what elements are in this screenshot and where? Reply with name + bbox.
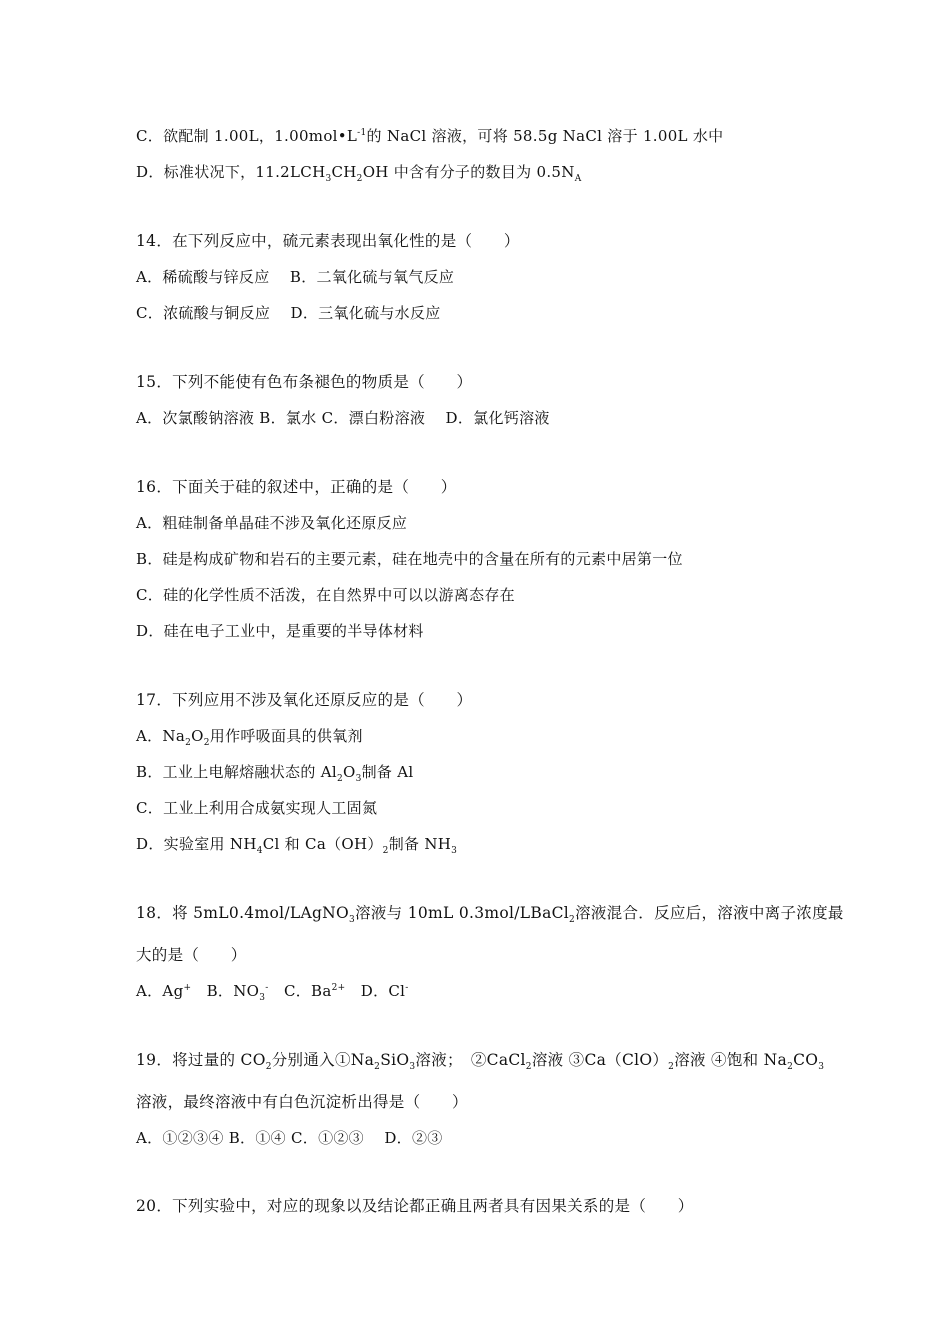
q14-options-ab: A．稀硫酸与锌反应 B．二氧化硫与氧气反应 (136, 268, 455, 286)
q16-option-b: B．硅是构成矿物和岩石的主要元素，硅在地壳中的含量在所有的元素中居第一位 (136, 550, 683, 568)
q19-stem: 19．将过量的 $CO_2$分别通入$①Na_2SiO_3$溶液； ②CaCl$_2$溶液 $③Ca(ClO)_2$溶液 ④饱和 $Na_2CO_3$ (136, 1051, 825, 1073)
q16-option-d: D．硅在电子工业中，是重要的半导体材料 (136, 622, 424, 640)
q17-option-a: A．$Na_2O_2$用作呼吸面具的供氧剂 (136, 727, 363, 748)
q18-stem: 18．将 5mL0.4mol/LAgNO$_3$溶液与 10mL 0.3mol/LBaCl$_2$溶液混合．反应后，溶液中离子浓度最 (136, 904, 844, 926)
q16-option-c: C．硅的化学性质不活泼，在自然界中可以以游离态存在 (136, 586, 515, 604)
q17-option-d: D．实验室用 $NH_4Cl$ 和 $Ca(OH)_2$制备 $NH_3$ (136, 835, 458, 856)
q19-stem-continued: 溶液，最终溶液中有白色沉淀析出得是（ ） (136, 1093, 468, 1111)
q14-stem: 14．在下列反应中，硫元素表现出氧化性的是（ ） (136, 232, 520, 250)
q15-stem: 15．下列不能使有色布条褪色的物质是（ ） (136, 373, 473, 391)
q17-option-c: C．工业上利用合成氨实现人工固氮 (136, 799, 378, 817)
q16-option-a: A．粗硅制备单晶硅不涉及氧化还原反应 (136, 514, 408, 532)
q13-option-d: D．标准状况下，$11.2LCH_3CH_2OH$ 中含有分子的数目为 $0.5N_A$ (136, 163, 582, 184)
q14-options-cd: C．浓硫酸与铜反应 D．三氧化硫与水反应 (136, 304, 441, 322)
q19-options: A．①②③④ B．①④ C．①②③ D．②③ (136, 1129, 443, 1147)
q18-stem-continued: 大的是（ ） (136, 946, 247, 964)
q18-options: A．Ag+ B．$NO_3^-$ C．$Ba^{2+}$ D．Cl- (136, 982, 409, 1003)
q17-stem: 17．下列应用不涉及氧化还原反应的是（ ） (136, 691, 473, 709)
q15-options: A．次氯酸钠溶液 B．氯水 C．漂白粉溶液 D．氯化钙溶液 (136, 409, 550, 427)
q16-stem: 16．下面关于硅的叙述中，正确的是（ ） (136, 478, 457, 496)
q20-stem: 20．下列实验中，对应的现象以及结论都正确且两者具有因果关系的是（ ） (136, 1197, 694, 1215)
q17-option-b: B．工业上电解熔融状态的 $Al_2O_3$制备 Al (136, 763, 414, 784)
q13-option-c: C．欲配制 1.00L，$1.00mol•L^{-1}$的 NaCl 溶液，可将 58.5g NaCl 溶于 1.00L 水中 (136, 127, 724, 145)
